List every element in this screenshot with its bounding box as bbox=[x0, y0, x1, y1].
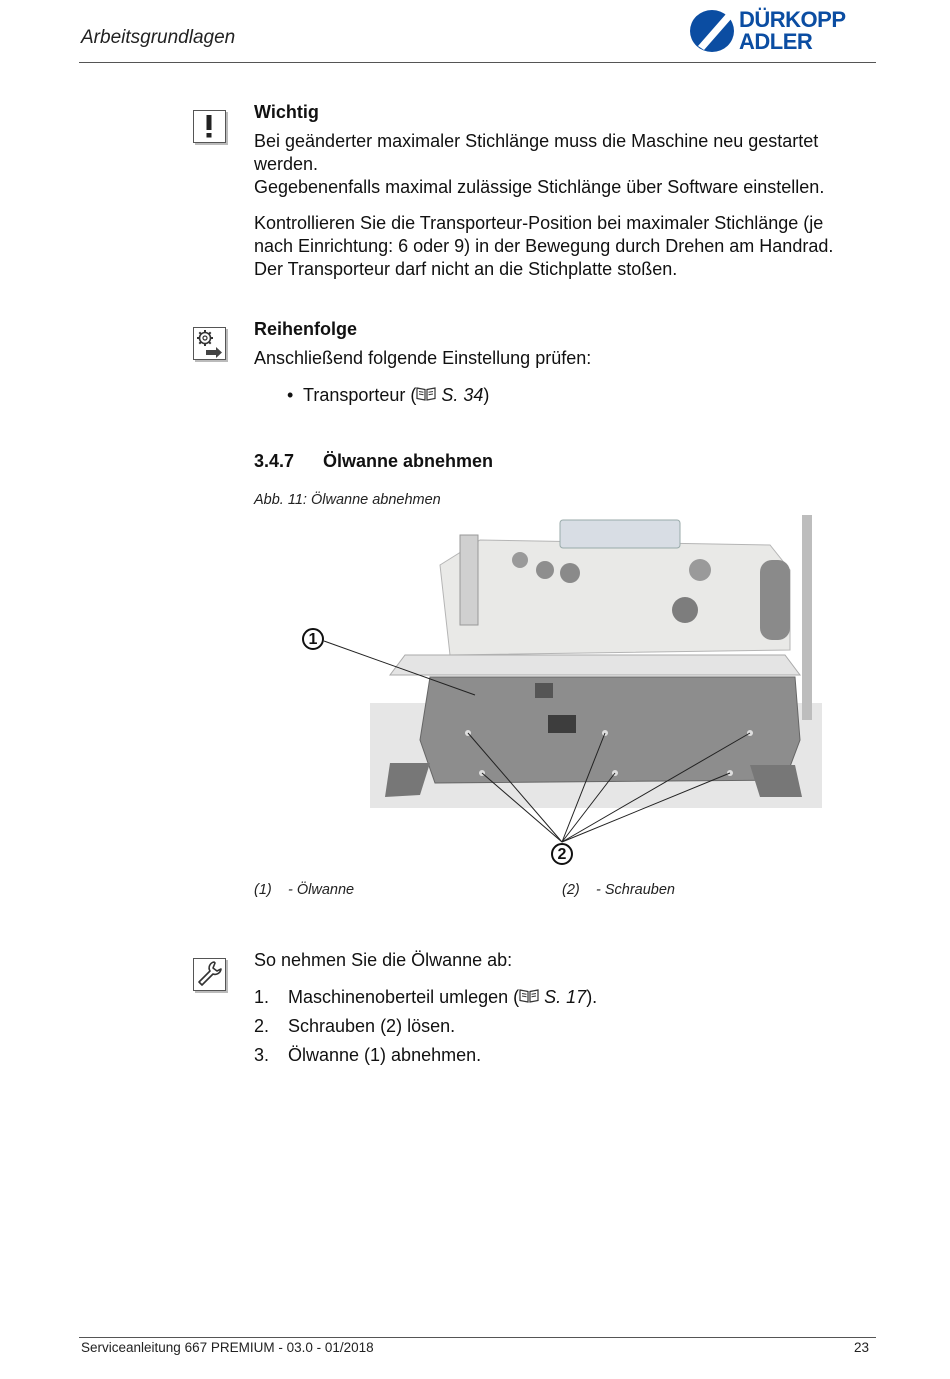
footer-document-info: Serviceanleitung 667 PREMIUM - 03.0 - 01/2018 bbox=[81, 1340, 374, 1355]
footer-page-number: 23 bbox=[853, 1340, 869, 1355]
order-item-page-link[interactable]: S. 34 bbox=[441, 385, 484, 405]
legend-1-number: (1) bbox=[254, 882, 272, 898]
step-3-text: Ölwanne (1) abnehmen. bbox=[288, 1045, 482, 1065]
brand-logo bbox=[688, 6, 873, 56]
legend-2-text: - Schrauben bbox=[596, 882, 675, 898]
order-bullet: • bbox=[287, 385, 294, 405]
order-text: Anschließend folgende Einstellung prüfen: bbox=[254, 348, 592, 368]
step-1-number: 1. bbox=[254, 987, 270, 1007]
logo-line-1: DÜRKOPP bbox=[739, 7, 846, 32]
oil-pan-photo bbox=[290, 515, 825, 870]
logo-mark-icon bbox=[688, 6, 738, 56]
important-text-3: Gegebenenfalls maximal zulässige Stichlänge über Software einstellen. bbox=[254, 177, 825, 197]
important-text-2: werden. bbox=[254, 154, 319, 174]
important-heading: Wichtig bbox=[254, 102, 319, 122]
legend-1-text: - Ölwanne bbox=[288, 882, 355, 898]
book-icon bbox=[519, 988, 539, 1004]
warning-exclamation-icon bbox=[193, 110, 226, 143]
order-heading: Reihenfolge bbox=[254, 319, 358, 339]
step-1-text: Maschinenoberteil umlegen ( bbox=[288, 987, 520, 1007]
order-item bbox=[303, 384, 489, 407]
logo-line-2: ADLER bbox=[739, 29, 813, 54]
header-title: Arbeitsgrundlagen bbox=[81, 27, 236, 48]
important-text-1: Bei geänderter maximaler Stichlänge muss die Maschine neu gestartet bbox=[254, 131, 819, 151]
section-title: Ölwanne abnehmen bbox=[323, 451, 494, 471]
procedure-intro: So nehmen Sie die Ölwanne ab: bbox=[254, 950, 513, 970]
order-item-close: ) bbox=[483, 385, 490, 405]
step-1 bbox=[288, 986, 597, 1009]
legend-2-number: (2) bbox=[562, 882, 580, 898]
section-number: 3.4.7 bbox=[254, 451, 295, 471]
step-1-page-link[interactable]: S. 17 bbox=[544, 987, 587, 1007]
book-icon bbox=[416, 386, 436, 402]
header-divider bbox=[79, 62, 876, 63]
footer-divider bbox=[79, 1337, 876, 1338]
step-2-text: Schrauben (2) lösen. bbox=[288, 1016, 456, 1036]
important-text-4: Kontrollieren Sie die Transporteur-Position bei maximaler Stichlänge (je bbox=[254, 213, 824, 233]
step-3-number: 3. bbox=[254, 1045, 270, 1065]
callout-1: 1 bbox=[302, 628, 324, 650]
callout-2: 2 bbox=[551, 843, 573, 865]
wrench-icon bbox=[193, 958, 226, 991]
important-text-5: nach Einrichtung: 6 oder 9) in der Bewegung durch Drehen am Handrad. bbox=[254, 236, 834, 256]
figure-caption: Abb. 11: Ölwanne abnehmen bbox=[254, 492, 441, 508]
gear-arrow-icon bbox=[193, 327, 226, 360]
step-2-number: 2. bbox=[254, 1016, 270, 1036]
order-item-label: Transporteur ( bbox=[303, 385, 417, 405]
important-text-6: Der Transporteur darf nicht an die Stichplatte stoßen. bbox=[254, 259, 678, 279]
step-1-close: ). bbox=[586, 987, 598, 1007]
